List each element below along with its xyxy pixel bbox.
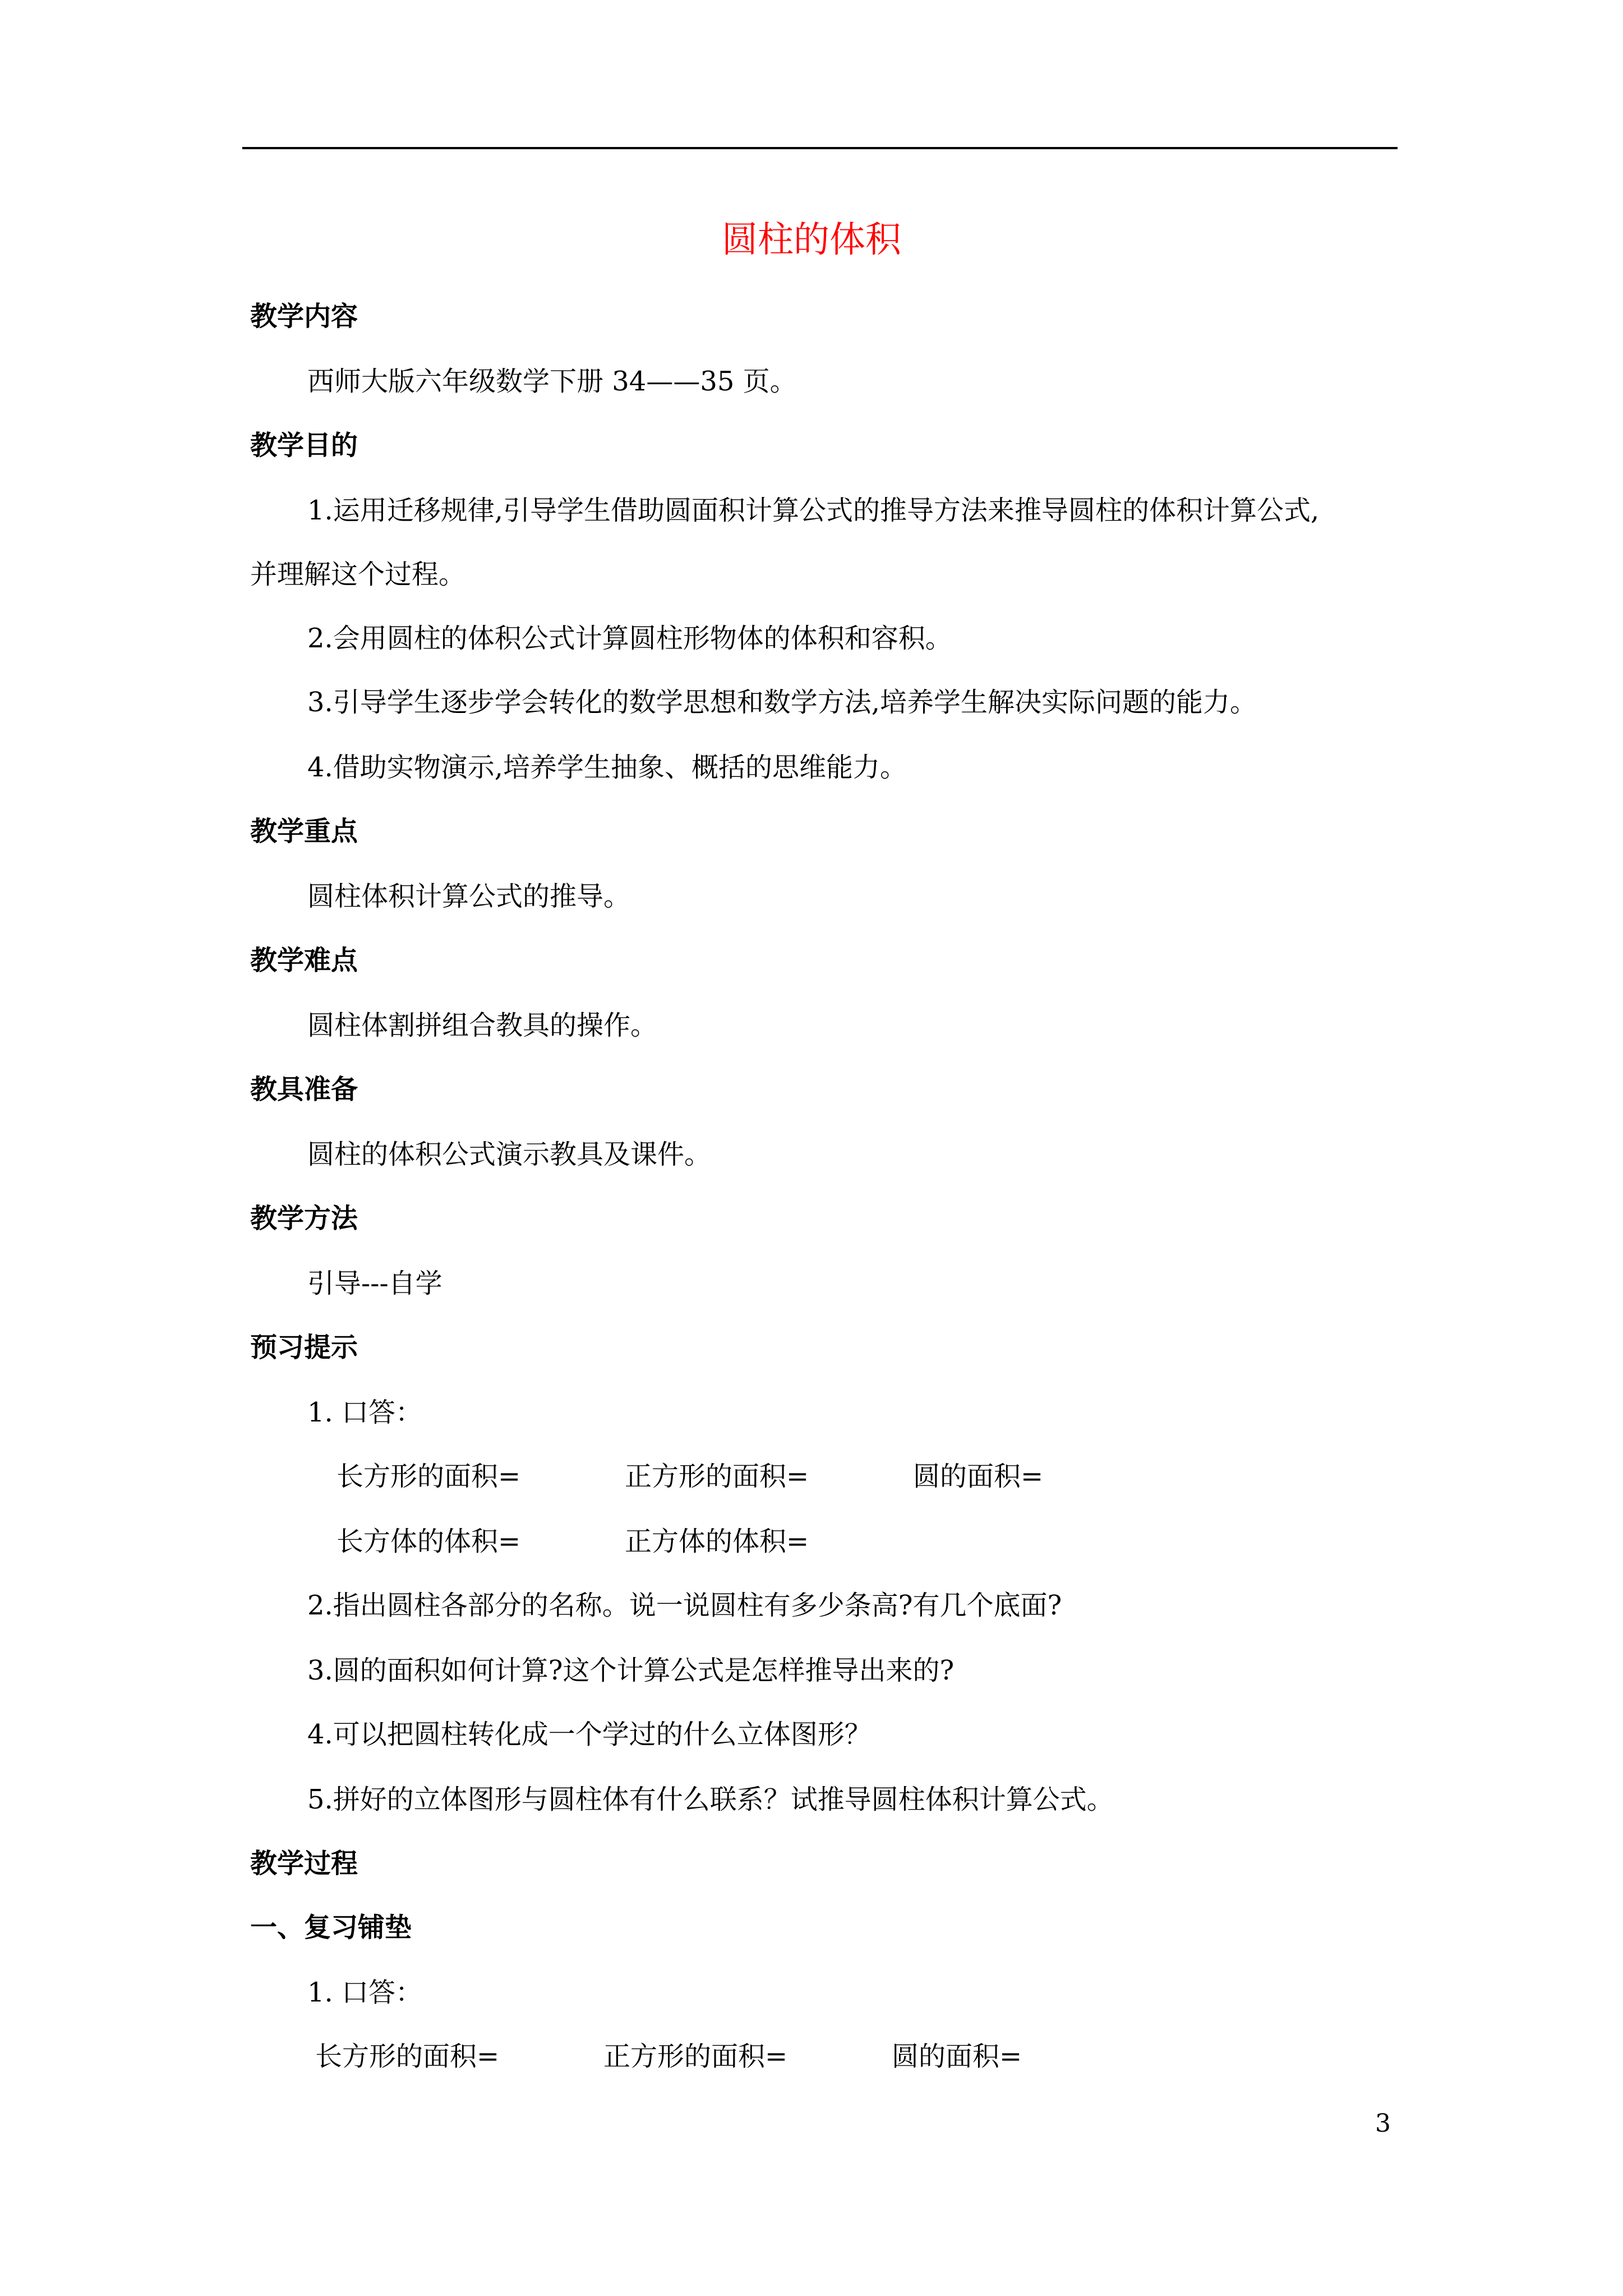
preview-item: 3.圆的面积如何计算?这个计算公式是怎样推导出来的?: [307, 1655, 955, 1686]
formula-blank: 正方形的面积=: [625, 1461, 809, 1492]
heading-aids: 教具准备: [250, 1074, 358, 1105]
objective-item: 4.借助实物演示,培养学生抽象、概括的思维能力。: [307, 752, 907, 783]
page-title: 圆柱的体积: [722, 219, 901, 261]
formula-blank: 长方体的体积=: [336, 1526, 521, 1557]
difficulty-text: 圆柱体割拼组合教具的操作。: [307, 1010, 658, 1041]
key-point-text: 圆柱体积计算公式的推导。: [307, 881, 631, 912]
formula-blank: 长方形的面积=: [315, 2041, 500, 2072]
heading-content: 教学内容: [250, 301, 358, 332]
formula-blank: 圆的面积=: [892, 2041, 1022, 2072]
subheading-review: 一、复习铺垫: [250, 1912, 412, 1943]
preview-item: 4.可以把圆柱转化成一个学过的什么立体图形？: [307, 1719, 872, 1750]
content-text: 西师大版六年级数学下册 34——35 页。: [307, 366, 797, 397]
heading-objectives: 教学目的: [250, 430, 358, 461]
heading-difficulty: 教学难点: [250, 945, 358, 976]
preview-question-1: 1. 口答：: [307, 1397, 423, 1428]
process-question-1: 1. 口答：: [307, 1977, 423, 2008]
objective-item: 3.引导学生逐步学会转化的数学思想和数学方法,培养学生解决实际问题的能力。: [307, 687, 1257, 718]
header-rule: [242, 147, 1398, 149]
formula-blank: 正方形的面积=: [603, 2041, 788, 2072]
aids-text: 圆柱的体积公式演示教具及课件。: [307, 1139, 712, 1170]
heading-preview: 预习提示: [250, 1332, 358, 1363]
objective-item: 1.运用迁移规律,引导学生借助圆面积计算公式的推导方法来推导圆柱的体积计算公式,: [307, 495, 1320, 526]
formula-blank: 圆的面积=: [913, 1461, 1044, 1492]
formula-blank: 长方形的面积=: [336, 1461, 521, 1492]
page-number: 3: [1375, 2109, 1391, 2138]
heading-process: 教学过程: [250, 1848, 358, 1879]
heading-key-point: 教学重点: [250, 816, 358, 847]
formula-blank: 正方体的体积=: [625, 1526, 809, 1557]
heading-method: 教学方法: [250, 1203, 358, 1234]
objective-item: 2.会用圆柱的体积公式计算圆柱形物体的体积和容积。: [307, 623, 952, 654]
preview-item: 5.拼好的立体图形与圆柱体有什么联系？试推导圆柱体积计算公式。: [307, 1784, 1114, 1815]
method-text: 引导---自学: [307, 1268, 442, 1299]
objective-item-continuation: 并理解这个过程。: [250, 559, 466, 590]
preview-item: 2.指出圆柱各部分的名称。说一说圆柱有多少条高?有几个底面?: [307, 1590, 1062, 1621]
